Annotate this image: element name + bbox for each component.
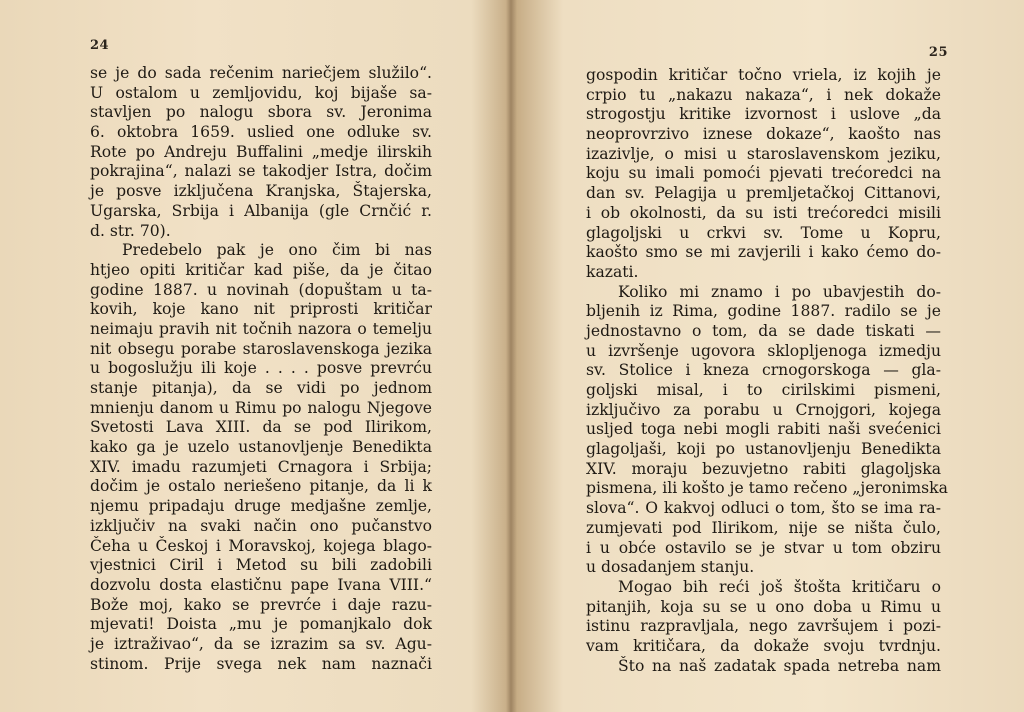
text-line: se je do sada rečenim nariečjem služilo“. — [90, 64, 432, 82]
text-line: jednostavno o tom, da se dade tiskati — — [586, 321, 941, 340]
text-line: 6. oktobra 1659. uslied one odluke sv. — [90, 123, 432, 142]
text-line: stavljen po nalogu sbora sv. Jeronima — [90, 103, 432, 122]
text-line: goljski misal, i to cirilskimi pismeni, — [586, 381, 941, 399]
text-line: godine 1887. u novinah (dopuštam u ta- — [90, 280, 432, 299]
text-line: kovih, koje kano nit priprosti kritičar — [90, 300, 432, 319]
text-line: izključiv na svaki način ono pučanstvo — [90, 516, 432, 535]
text-line: Ugarska, Srbija i Albanija (gle Crnčić r. — [90, 201, 432, 220]
text-line: i u obće ostavilo se je stvar u tom obziru — [586, 538, 941, 557]
text-line: izključivo za porabu u Crnojgori, kojega — [586, 400, 941, 419]
text-line: mnienju danom u Rimu po nalogu Njegove — [90, 398, 432, 417]
text-line: neimaju pravih nit točnih nazora o temelju — [90, 319, 432, 338]
text-line: gospodin kritičar točno vriela, iz kojih je — [586, 66, 941, 84]
text-line: XIV. moraju bezuvjetno rabiti glagoljska — [586, 459, 941, 478]
text-line: Koliko mi znamo i po ubavjestih do- — [618, 282, 941, 301]
text-line: koju su imali pomoći pjevati trećoredci na — [586, 164, 941, 183]
text-line: slova“. O kakvoj odluci o tom, što se ima ra- — [586, 499, 941, 518]
text-line: usljed toga nebi mogli rabiti naši svećenici — [586, 420, 941, 439]
text-line: XIV. imadu razumjeti Crnagora i Srbija; — [90, 457, 432, 476]
text-line: dočim je ostalo neriešeno pitanje, da li k — [90, 477, 432, 496]
text-line: U ostalom u zemljovidu, koj bijaše sa- — [90, 83, 432, 102]
text-line: pismena, ili košto je tamo rečeno „jeronimska — [586, 479, 948, 498]
page-text-block — [586, 66, 948, 676]
text-line: glagoljski u crkvi sv. Tome u Kopru, — [586, 223, 941, 242]
text-line: Čeha u Českoj i Moravskoj, kojega blago- — [90, 536, 432, 555]
text-line: Svetosti Lava XIII. da se pod Ilirikom, — [90, 418, 432, 437]
right-page — [514, 0, 1024, 712]
text-line: d. str. 70). — [90, 221, 171, 240]
text-line: Što na naš zadatak spada netreba nam — [618, 656, 941, 675]
text-line: sv. Stolice i kneza crnogorskoga — gla- — [586, 361, 941, 380]
text-line: kaošto smo se mi zavjerili i kako ćemo do- — [586, 243, 941, 262]
text-line: kazati. — [586, 262, 639, 281]
text-line: u bogoslužju ili koje . . . . posve prevrću — [90, 359, 432, 378]
text-line: glagoljaši, koji po ustanovljenju Benedikta — [586, 440, 941, 459]
text-line: bljenih iz Rima, godine 1887. radilo se je — [586, 302, 941, 321]
left-page — [0, 0, 506, 712]
text-line: stinom. Prije svega nek nam naznači — [90, 654, 432, 673]
text-line: pitanjih, koja su se u ono doba u Rimu u — [586, 597, 941, 616]
text-line: i ob okolnosti, da su isti trećoredci misili — [586, 203, 941, 222]
text-line: Mogao bih reći još štošta kritičaru o — [618, 577, 941, 596]
text-line: kako ga je uzelo ustanovljenje Benedikta — [90, 438, 432, 457]
page-number: 24 — [90, 38, 110, 53]
text-line: u izvršenje ugovora sklopljenoga izmedju — [586, 341, 941, 360]
text-line: mjevati! Doista „mu je pomanjkalo dok — [90, 615, 432, 634]
text-line: Bože moj, kako se prevrće i daje razu- — [90, 595, 432, 614]
text-line: htjeo opiti kritičar kad piše, da je čitao — [90, 260, 432, 279]
text-line: njemu pripadaju druge medjašne zemlje, — [90, 497, 432, 516]
text-line: je iztraživao“, da se izrazim sa sv. Agu- — [90, 634, 432, 653]
text-line: neoprovrzivo iznese dokaze“, kaošto nas — [586, 125, 941, 144]
text-line: crpio tu „nakazu nakaza“, i nek dokaže — [586, 85, 941, 104]
text-line: vam kritičara, da dokaže svoju tvrdnju. — [586, 636, 941, 655]
text-line: pokrajina“, nalazi se takodjer Istra, dočim — [90, 162, 432, 181]
text-line: dan sv. Pelagija u premljetačkoj Cittanovi, — [586, 184, 941, 203]
page-number: 25 — [928, 45, 948, 60]
page-text-block — [90, 64, 432, 674]
text-line: zumjevati pod Ilirikom, nije se ništa čulo, — [586, 518, 941, 537]
text-line: dozvolu dosta elastičnu pape Ivana VIII.“ — [90, 575, 432, 594]
text-line: strogostju kritike izvornost i uslove „da — [586, 105, 941, 124]
text-line: vjestnici Ciril i Metod su bili zadobili — [90, 556, 432, 575]
text-line: nit obsegu porabe staroslavenskoga jezika — [90, 339, 432, 358]
text-line: stanje pitanja), da se vidi po jednom — [90, 379, 432, 397]
text-line: je posve izključena Kranjska, Štajerska, — [90, 182, 432, 201]
text-line: u dosadanjem stanju. — [586, 558, 755, 577]
text-line: Rote po Andreju Buffalini „medje ilirskih — [90, 142, 432, 161]
text-line: Predebelo pak je ono čim bi nas — [122, 241, 432, 260]
text-line: izazivlje, o misi u staroslavenskom jeziku, — [586, 144, 941, 163]
text-line: istinu razpravljala, nego završujem i pozi- — [586, 617, 941, 636]
